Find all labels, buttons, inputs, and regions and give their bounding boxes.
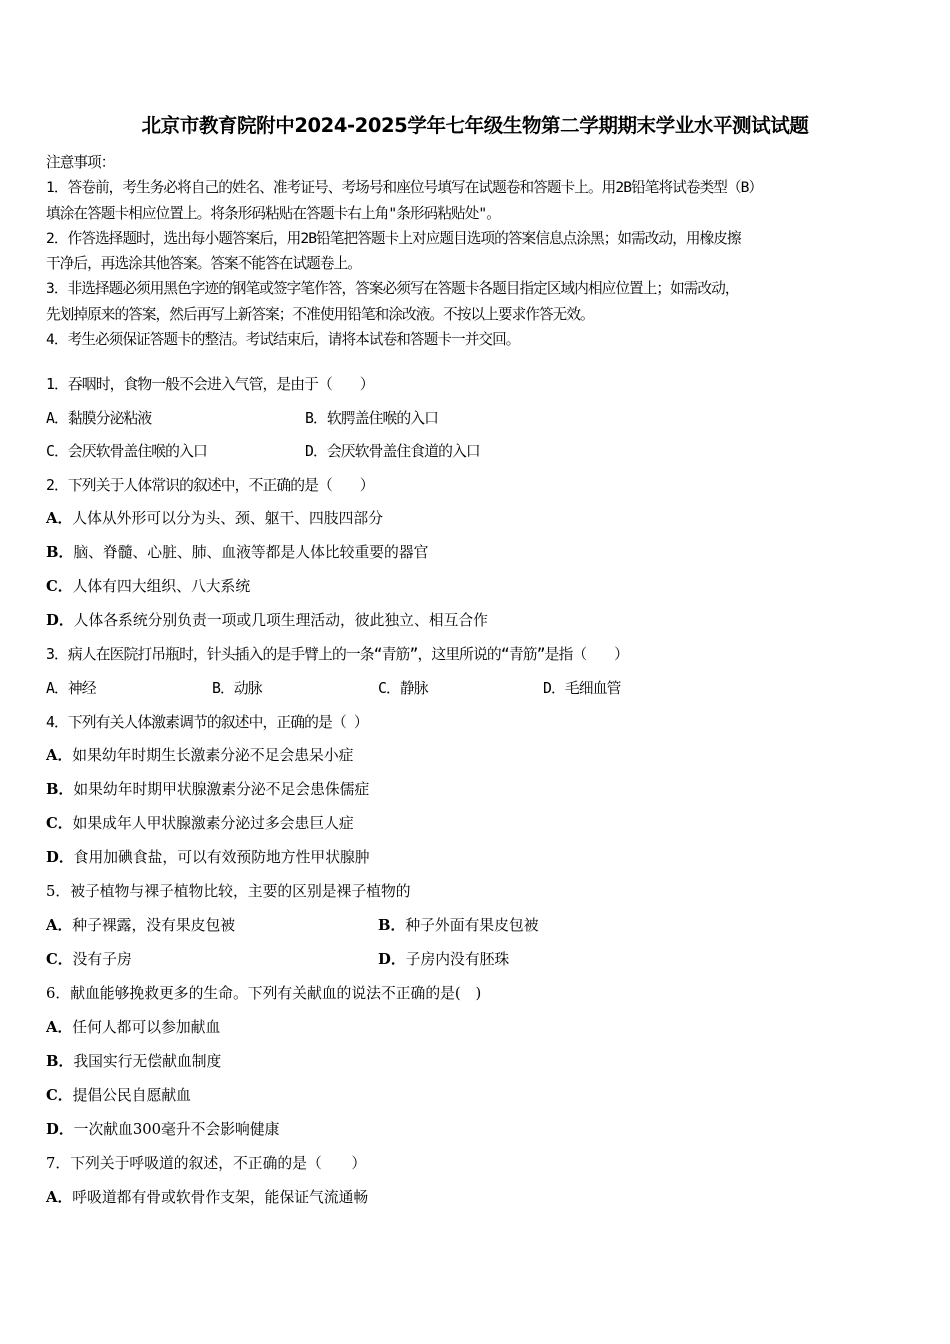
option-letter: B．: [378, 917, 406, 934]
question-1-option-b: [305, 409, 438, 429]
option-text: 呼吸道都有骨或软骨作支架，能保证气流通畅: [72, 1189, 369, 1206]
option-letter: A．: [46, 1019, 73, 1036]
option-letter: C．: [46, 443, 68, 460]
option-letter: D．: [46, 1121, 74, 1138]
option-text: 如果幼年时期生长激素分泌不足会患呆小症: [72, 747, 354, 764]
question-2-option-d: [46, 611, 488, 631]
instruction-line: 填涂在答题卡相应位置上。将条形码粘贴在答题卡右上角"条形码粘贴处"。: [46, 204, 500, 222]
option-text: 一次献血300毫升不会影响健康: [73, 1121, 280, 1138]
option-text: 如果幼年时期甲状腺激素分泌不足会患侏儒症: [73, 781, 370, 798]
option-letter: A．: [46, 680, 68, 697]
instruction-line: 3．非选择题必须用黑色字迹的钢笔或签字笔作答，答案必须写在答题卡各题目指定区域内相应位置上；如需改动，: [46, 280, 739, 298]
question-2-option-b: [46, 543, 428, 563]
question-1-option-d: [305, 442, 480, 462]
option-text: 神经: [67, 680, 96, 697]
option-text: 人体各系统分别负责一项或几项生理活动，彼此独立、相互合作: [73, 612, 488, 629]
option-letter: C．: [46, 578, 73, 595]
option-text: 毛细血管: [564, 680, 621, 697]
question-3-stem: 3．病人在医院打吊瓶时，针头插入的是手臂上的一条“青筋”，这里所说的“青筋”是指（ ）: [46, 646, 629, 663]
option-text: 食用加碘食盐，可以有效预防地方性甲状腺肿: [73, 849, 370, 866]
question-7-option-a: [46, 1188, 368, 1208]
question-4-option-a: [46, 746, 353, 766]
option-text: 种子外面有果皮包被: [405, 917, 539, 934]
option-text: 黏膜分泌粘液: [67, 410, 152, 427]
option-text: 提倡公民自愿献血: [72, 1087, 191, 1104]
instruction-line: 干净后，再选涂其他答案。答案不能答在试题卷上。: [46, 255, 361, 273]
option-text: 动脉: [233, 680, 262, 697]
option-letter: A．: [46, 510, 73, 527]
option-letter: B．: [46, 1053, 74, 1070]
option-text: 软腭盖住喉的入口: [326, 410, 439, 427]
option-letter: B．: [305, 410, 327, 427]
question-6-stem: 6．献血能够挽救更多的生命。下列有关献血的说法不正确的是( ): [46, 985, 482, 1002]
question-6-option-b: [46, 1052, 221, 1072]
question-2-option-c: [46, 577, 250, 597]
instruction-line: 1．答卷前，考生务必将自己的姓名、准考证号、考场号和座位号填写在试题卷和答题卡上。用2B铅笔将试卷类型（B）: [46, 179, 763, 197]
question-6-option-d: [46, 1120, 279, 1140]
option-letter: C．: [46, 815, 73, 832]
option-text: 会厌软骨盖住喉的入口: [67, 443, 207, 460]
option-letter: D．: [46, 612, 74, 629]
option-letter: D．: [46, 849, 74, 866]
question-3-option-c: [378, 679, 428, 699]
option-letter: C．: [46, 1087, 73, 1104]
instructions-heading: 注意事项：: [46, 154, 115, 171]
question-5-option-b: [378, 916, 539, 936]
option-letter: D．: [378, 951, 406, 968]
option-letter: D．: [543, 680, 565, 697]
question-3-option-d: [543, 679, 621, 699]
option-letter: B．: [46, 544, 74, 561]
option-letter: B．: [46, 781, 74, 798]
question-4-stem: 4．下列有关人体激素调节的叙述中，正确的是（ ）: [46, 714, 368, 731]
option-letter: A．: [46, 1189, 73, 1206]
question-5-option-a: [46, 916, 235, 936]
option-text: 任何人都可以参加献血: [72, 1019, 221, 1036]
page-title: 北京市教育院附中2024-2025学年七年级生物第二学期期末学业水平测试试题: [141, 114, 809, 137]
question-5-option-c: [46, 950, 132, 970]
instruction-line: 先划掉原来的答案，然后再写上新答案；不准使用铅笔和涂改液。不按以上要求作答无效。: [46, 305, 594, 323]
option-text: 人体从外形可以分为头、颈、躯干、四肢四部分: [72, 510, 384, 527]
option-letter: A．: [46, 410, 68, 427]
option-text: 静脉: [399, 680, 428, 697]
question-7-stem: 7．下列关于呼吸道的叙述，不正确的是（ ）: [46, 1155, 367, 1172]
option-letter: A．: [46, 747, 73, 764]
option-letter: D．: [305, 443, 327, 460]
option-text: 没有子房: [72, 951, 132, 968]
instruction-line: 2．作答选择题时，选出每小题答案后，用2B铅笔把答题卡上对应题目选项的答案信息点涂黑；如需改动，用橡皮擦: [46, 229, 741, 247]
question-4-option-d: [46, 848, 370, 868]
option-text: 种子裸露，没有果皮包被: [72, 917, 236, 934]
question-3-option-b: [212, 679, 262, 699]
question-6-option-a: [46, 1018, 220, 1038]
question-5-stem: 5．被子植物与裸子植物比较，主要的区别是裸子植物的: [46, 883, 411, 900]
option-letter: B．: [212, 680, 234, 697]
option-text: 脑、脊髓、心脏、肺、血液等都是人体比较重要的器官: [73, 544, 429, 561]
option-letter: A．: [46, 917, 73, 934]
option-text: 子房内没有胚珠: [405, 951, 510, 968]
question-1-stem: 1．吞咽时，食物一般不会进入气管，是由于（ ）: [46, 376, 374, 393]
question-3-option-a: [46, 679, 96, 699]
question-1-option-a: [46, 409, 151, 429]
option-letter: C．: [46, 951, 73, 968]
option-text: 如果成年人甲状腺激素分泌过多会患巨人症: [72, 815, 354, 832]
question-6-option-c: [46, 1086, 191, 1106]
question-2-option-a: [46, 509, 383, 529]
question-1-option-c: [46, 442, 207, 462]
option-text: 人体有四大组织、八大系统: [72, 578, 251, 595]
question-5-option-d: [378, 950, 509, 970]
option-text: 会厌软骨盖住食道的入口: [326, 443, 480, 460]
question-4-option-b: [46, 780, 369, 800]
instructions-block: [46, 150, 906, 352]
instruction-line: 4．考生必须保证答题卡的整洁。考试结束后，请将本试卷和答题卡一并交回。: [46, 331, 520, 349]
option-text: 我国实行无偿献血制度: [73, 1053, 222, 1070]
question-2-stem: 2．下列关于人体常识的叙述中，不正确的是（ ）: [46, 477, 374, 494]
option-letter: C．: [378, 680, 400, 697]
question-4-option-c: [46, 814, 354, 834]
